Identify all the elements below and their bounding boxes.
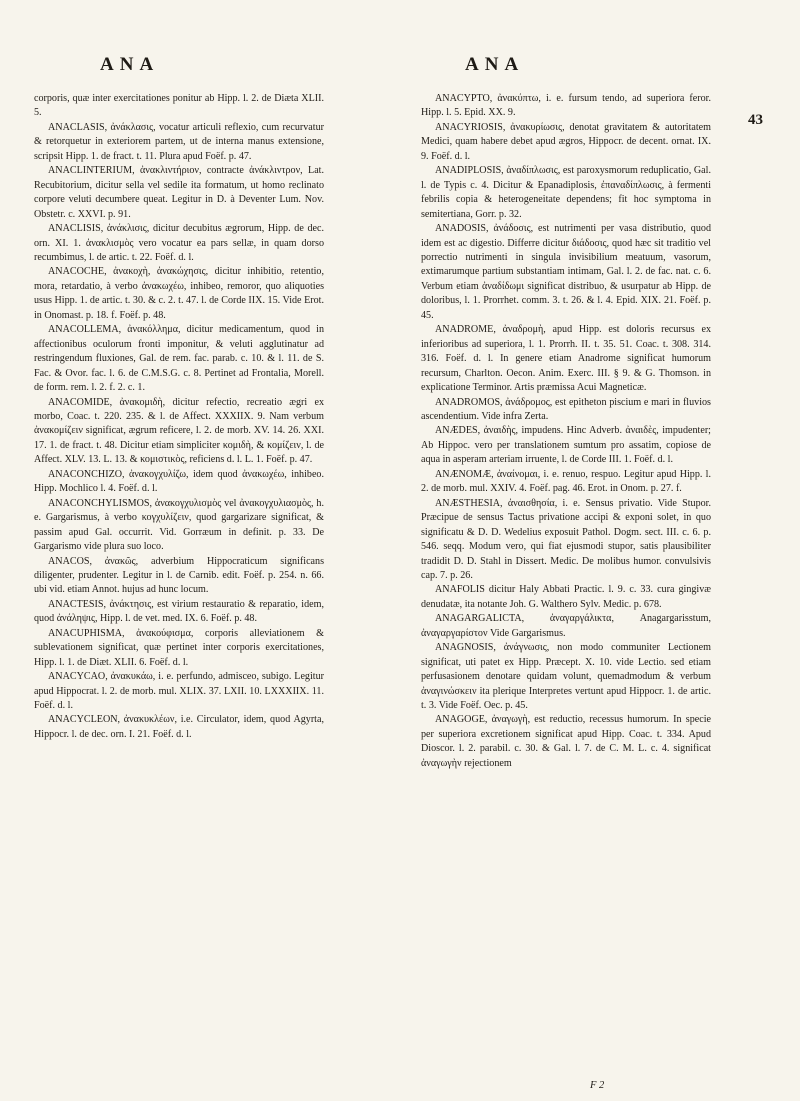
- dictionary-entry: ANACYCAO, ἀνακυκάω, i. e. perfundo, admisceo, subigo. Legitur apud Hippocrat. l. 2. de morb. mul. XLIX. 37. LXII. 10. LXXXIIX. 11. Foëf. d. l.: [34, 671, 324, 712]
- dictionary-entry: ANACONCHIZO, ἀνακογχυλίζω, idem quod ἀνακωχέω, inhibeo. Hipp. Mochlico l. 4. Foëf. d. l.: [34, 468, 324, 495]
- signature-mark: F 2: [590, 1080, 605, 1091]
- dictionary-entry: ANACTESIS, ἀνάκτησις, est virium restauratio & reparatio, idem, quod ἀνάληψις, Hipp. l. de vet. med. IX. 6. Foëf. p. 48.: [34, 598, 324, 625]
- dictionary-entry: ANADROMOS, ἀνάδρομος, est epitheton piscium e mari in fluvios ascendentium. Vide infra Zerta.: [421, 396, 711, 422]
- entry-continuation: corporis, quæ inter exercitationes ponitur ab Hipp. l. 2. de Diæta XLII. 5.: [34, 93, 324, 119]
- page-number: 43: [748, 112, 763, 128]
- dictionary-entry: ANACOCHE, ἀνακοχὴ, ἀνακώχησις, dicitur inhibitio, retentio, mora, retardatio, à verbo ἀνακωχέω, inhibeo, remoror, quo aliquoties usus Hipp. 1. de artic. t. 30. & c. 2. t. 47. l. de Corde IIX. 15. Vide Erot. in Onomast. p. 18. f. Foëf. p. 48.: [34, 266, 324, 321]
- dictionary-entry: ANACOS, ἀνακῶς, adverbium Hippocraticum significans diligenter, prudenter. Legitur in l. de Carnib. edit. Foëf. p. 254. n. 66. ubi vid. etiam Annot. hujus ad hunc locum.: [34, 555, 324, 596]
- dictionary-entry: ANAGARGALICTA, ἀναγαργάλικτα, Anagargarisstum, ἀναγαργαρίστον Vide Gargarismus.: [421, 613, 711, 639]
- dictionary-entry: ANACYPTO, ἀνακύπτω, i. e. fursum tendo, ad superiora feror. Hipp. l. 5. Epid. XX. 9.: [421, 93, 711, 119]
- dictionary-entry: ANACOLLEMA, ἀνακόλλημα, dicitur medicamentum, quod in affectionibus oculorum fronti imponitur, & veluti agglutinatur ad restringendum fluxiones, Gal. de rem. fac. parab. c. 10. & l. 11. de S. Fac. & Ovor. fac. l. 6. de C.M.S.G. c. 8. Pertinet ad Frontalia, Morell. de form. rem. l. 2. f. 2. c. 1.: [34, 324, 324, 394]
- dictionary-entry: ANADROME, ἀναδρομὴ, apud Hipp. est doloris recursus ex inferioribus ad superiora, l. 1. Prorrh. II. t. 35. 51. Coac. t. 308. 314. 316. Foëf. d. l. In genere etiam Anadrome significat humorum recursum, Charlton. Oecon. Anim. Exerc. III. § 9. & G. Thomson. in explicatione Terminor. Artis præmissa Acui Magneticæ.: [421, 324, 711, 394]
- dictionary-entry: ANAGNOSIS, ἀνάγνωσις, non modo communiter Lectionem significat, uti patet ex Hipp. Præcept. X. 10. vide Lectio. sed etiam perfusasionem denotare quidam volunt, quemadmodum & verbum ἀναγινώσκειν ita plerique Interpretes vertunt apud Hippocr. 1. de artic. t. 3. Vide Foëf. Oec. p. 45.: [421, 642, 711, 712]
- dictionary-entry: ANAFOLIS dicitur Haly Abbati Practic. l. 9. c. 33. cura gingivæ denudatæ, ita notante Joh. G. Walthero Sylv. Medic. p. 678.: [421, 584, 711, 610]
- right-column: [421, 92, 711, 771]
- dictionary-entry: ANACONCHYLISMOS, ἀνακογχυλισμὸς vel ἀνακογχυλιασμὸς, h. e. Gargarismus, à verbo κογχυλίζειν, quod gargarizare significat, & passim apud Gal. occurrit. Vid. Gorræum in definit. p. 33. De Gargarismo vide plura suo loco.: [34, 497, 324, 553]
- dictionary-entry: ANÆNOMÆ, ἀναίνομαι, i. e. renuo, respuo. Legitur apud Hipp. l. 2. de morb. mul. XXIV. 4. Foëf. pag. 46. Erot. in Onom. p. 27. f.: [421, 468, 711, 495]
- dictionary-entry: ANACLINTERIUM, ἀνακλιντήριον, contracte ἀνάκλιντρον, Lat. Recubitorium, dicitur sella vel sedile ita formatum, ut homo reclinato corpore veluti decumbere queat. Legitur in D. à Deventer Lum. Nov. Obstetr. c. XXVI. p. 91.: [34, 165, 324, 220]
- running-head-left: ANA: [100, 54, 160, 75]
- running-head-right: ANA: [465, 54, 525, 75]
- dictionary-entry: ANACYCLEON, ἀνακυκλέων, i.e. Circulator, idem, quod Agyrta, Hippocr. l. de dec. orn. I. 21. Foëf. d. l.: [34, 714, 324, 740]
- dictionary-entry: ANAGOGE, ἀναγωγὴ, est reductio, recessus humorum. In specie per superiora excretionem significat apud Hipp. Coac. t. 334. Apud Dioscor. l. 2. parabil. c. 30. & Gal. l. 7. de C. M. L. c. 4. significat ἀναγωγὴν rejectionem: [421, 714, 711, 769]
- dictionary-entry: ANACOMIDE, ἀνακομιδὴ, dicitur refectio, recreatio ægri ex morbo, Coac. t. 220. 235. & l. de Affect. XXXIIX. 9. Nam verbum ἀνακομίζειν significat, ægrum reficere, l. 2. de morb. XV. 14. 26. XXI. 17. 1. de fract. t. 48. Dicitur etiam simpliciter κομιδὴ, & κομίζειν, l. de Affect. XLV. 13. L. 13. & κομιστικὸς, reficiens d. l. L. 1. Foëf. p. 47.: [34, 396, 324, 466]
- dictionary-entry: ANACLASIS, ἀνάκλασις, vocatur articuli reflexio, cum recurvatur & retorquetur in exteriorem partem, ut de interna manus extensione, scripsit Hipp. 1. de fract. t. 11. Plura apud Foëf. p. 47.: [34, 121, 324, 162]
- dictionary-entry: ANADIPLOSIS, ἀναδίπλωσις, est paroxysmorum reduplicatio, Gal. l. de Typis c. 4. Dicitur & Epanadiplosis, ἐπαναδίπλωσις, à fermenti febrilis copia & heterogeneitate dependens; fit hoc symptoma in semitertiana, Gorr. p. 32.: [421, 165, 711, 220]
- dictionary-entry: ANACLISIS, ἀνάκλισις, dicitur decubitus ægrorum, Hipp. de dec. orn. XI. 1. ἀνακλισμὸς vero vocatur ea pars sellæ, in quam dorso recumbimus, l. de artic. t. 22. Foëf. d. l.: [34, 223, 324, 263]
- dictionary-entry: ANACUPHISMA, ἀνακούφισμα, corporis alleviationem & sublevationem significat, quæ pertinet inter corporis exercitationes, Hipp. l. 1. de Diæt. XLII. 6. Foëf. d. l.: [34, 627, 324, 668]
- dictionary-entry: ANÆSTHESIA, ἀναισθησία, i. e. Sensus privatio. Vide Stupor. Præcipue de sensus Tactus privatione accipi & exponi solet, in quo significatu & D. D. Wedelius exposuit Pathol. Dogm. sect. III. c. 6. p. 546. seqq. Modum vero, qui fiat ejusmodi stupor, satis plausibiliter tradidit D. D. Stahl in Dissert. Medic. De molibus humor. convulsivis cap. 7. p. 26.: [421, 497, 711, 581]
- left-column: [34, 92, 324, 742]
- dictionary-entry: ANADOSIS, ἀνάδοσις, est nutrimenti per vasa distributio, quod idem est ac digestio. Differre dicitur διάδοσις, quod hæc sit traditio vel porrectio nutrimenti in singula invisibilium meatuum, vasorum, extimarumque partium substantiam intimam, Gal. l. 2. de fac. nat. c. 6. Verbum etiam ἀναδίδωμι significat distribuo, & usurpatur ab Hipp. de doloribus, l. 1. Prorrhet. comm. 3. t. 26. & l. 4. Epid. XIX. 21. Foëf. p. 45.: [421, 223, 711, 321]
- dictionary-entry: ANÆDES, ἀναιδὴς, impudens. Hinc Adverb. ἀναιδὲς, impudenter; Ab Hippoc. vero per translationem sumtum pro assatim, copiose de aqua in asperam arteriam irruente, l. de Corde III. 1. Foëf. d. l.: [421, 425, 711, 466]
- dictionary-entry: ANACYRIOSIS, ἀνακυρίωσις, denotat gravitatem & autoritatem Medici, quam habere debet apud ægros, Hippocr. de decent. ornat. IX. 9. Foëf. d. l.: [421, 121, 711, 162]
